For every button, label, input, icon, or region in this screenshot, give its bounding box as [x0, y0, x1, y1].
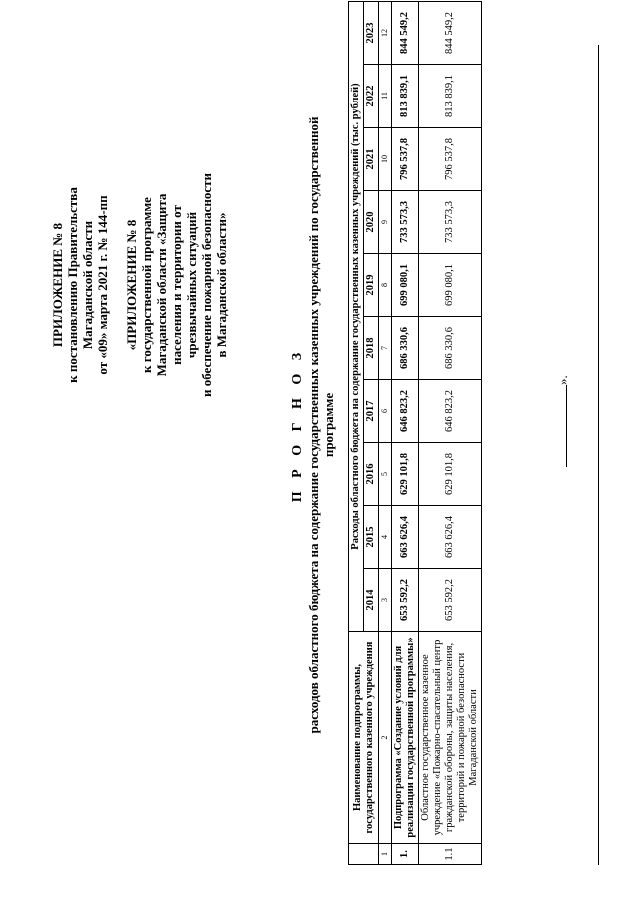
row-value: 653 592,2: [392, 569, 419, 632]
header-year: 2018: [364, 317, 379, 380]
row-value: 813 839,1: [419, 65, 482, 128]
row-value: 629 101,8: [419, 443, 482, 506]
row-value: 629 101,8: [392, 443, 419, 506]
row-value: 686 330,6: [392, 317, 419, 380]
closing-rule: [566, 385, 567, 467]
row-value: 699 080,1: [419, 254, 482, 317]
header-name: Наименование подпрограммы, государственного казенного учреждения: [349, 632, 379, 844]
row-number: 1.: [392, 844, 419, 865]
appendix-block: [50, 120, 229, 450]
header-year: 2016: [364, 443, 379, 506]
header-no: [349, 844, 379, 865]
column-number: 6: [379, 380, 392, 443]
table-column-numbers-row: [379, 2, 392, 865]
row-value: 844 549,2: [392, 2, 419, 65]
row-value: 844 549,2: [419, 2, 482, 65]
row-number: 1.1: [419, 844, 482, 865]
header-year: 2023: [364, 2, 379, 65]
row-value: 699 080,1: [392, 254, 419, 317]
table-row: [392, 2, 419, 865]
row-name: Областное государственное казенное учреждение «Пожарно-спасательный центр гражданской обороны, защиты населения, территорий и пожарной безопасности Магаданской области: [419, 632, 482, 844]
title-sub-1: расходов областного бюджета на содержание государственных казенных учреждений по государственной: [306, 116, 321, 734]
appendix-line: к постановлению Правительства: [65, 187, 80, 383]
appendix2-line: к государственной программе: [139, 197, 154, 373]
header-year: 2020: [364, 191, 379, 254]
row-value: 813 839,1: [392, 65, 419, 128]
header-year: 2019: [364, 254, 379, 317]
header-year: 2017: [364, 380, 379, 443]
header-year: 2014: [364, 569, 379, 632]
column-number: 10: [379, 128, 392, 191]
column-number: 7: [379, 317, 392, 380]
document-title: [290, 65, 336, 785]
appendix2-line: Магаданской области «Защита: [154, 193, 169, 377]
row-value: 663 626,4: [392, 506, 419, 569]
row-value: 653 592,2: [419, 569, 482, 632]
row-value: 686 330,6: [419, 317, 482, 380]
header-year: 2022: [364, 65, 379, 128]
table-row: [419, 2, 482, 865]
row-value: 646 823,2: [392, 380, 419, 443]
title-main: П Р О Г Н О З: [290, 347, 305, 503]
header-expenses: Расходы областного бюджета на содержание государственных казенных учреждений (тыс. рублей): [349, 2, 364, 632]
appendix-line: Магаданской области: [80, 220, 95, 350]
row-value: 733 573,3: [419, 191, 482, 254]
appendix2-line: и обеспечение пожарной безопасности: [199, 173, 214, 398]
title-sub-2: программе: [321, 392, 336, 458]
column-number: 11: [379, 65, 392, 128]
column-number: 8: [379, 254, 392, 317]
column-number: 2: [379, 632, 392, 844]
appendix-title: ПРИЛОЖЕНИЕ № 8: [50, 222, 65, 348]
row-name: Подпрограмма «Создание условий для реализации государственной программы»: [392, 632, 419, 844]
appendix2-line: населения и территории от: [169, 205, 184, 365]
row-value: 796 537,8: [392, 128, 419, 191]
appendix-date-line: от «09» марта 2021 г. № 144-пп: [95, 195, 110, 375]
bottom-rule: [598, 45, 599, 865]
column-number: 9: [379, 191, 392, 254]
row-value: 663 626,4: [419, 506, 482, 569]
column-number: 1: [379, 844, 392, 865]
header-year: 2015: [364, 506, 379, 569]
column-number: 4: [379, 506, 392, 569]
column-number: 3: [379, 569, 392, 632]
appendix2-line: чрезвычайных ситуаций: [184, 211, 199, 359]
row-value: 796 537,8: [419, 128, 482, 191]
appendix2-line: в Магаданской области»: [214, 212, 229, 358]
forecast-table: [348, 1, 482, 865]
table-header-row: [349, 2, 364, 865]
header-year: 2021: [364, 128, 379, 191]
appendix2-title: «ПРИЛОЖЕНИЕ № 8: [124, 219, 139, 351]
row-value: 733 573,3: [392, 191, 419, 254]
row-value: 646 823,2: [419, 380, 482, 443]
column-number: 5: [379, 443, 392, 506]
column-number: 12: [379, 2, 392, 65]
closing-quote: ».: [555, 375, 570, 385]
